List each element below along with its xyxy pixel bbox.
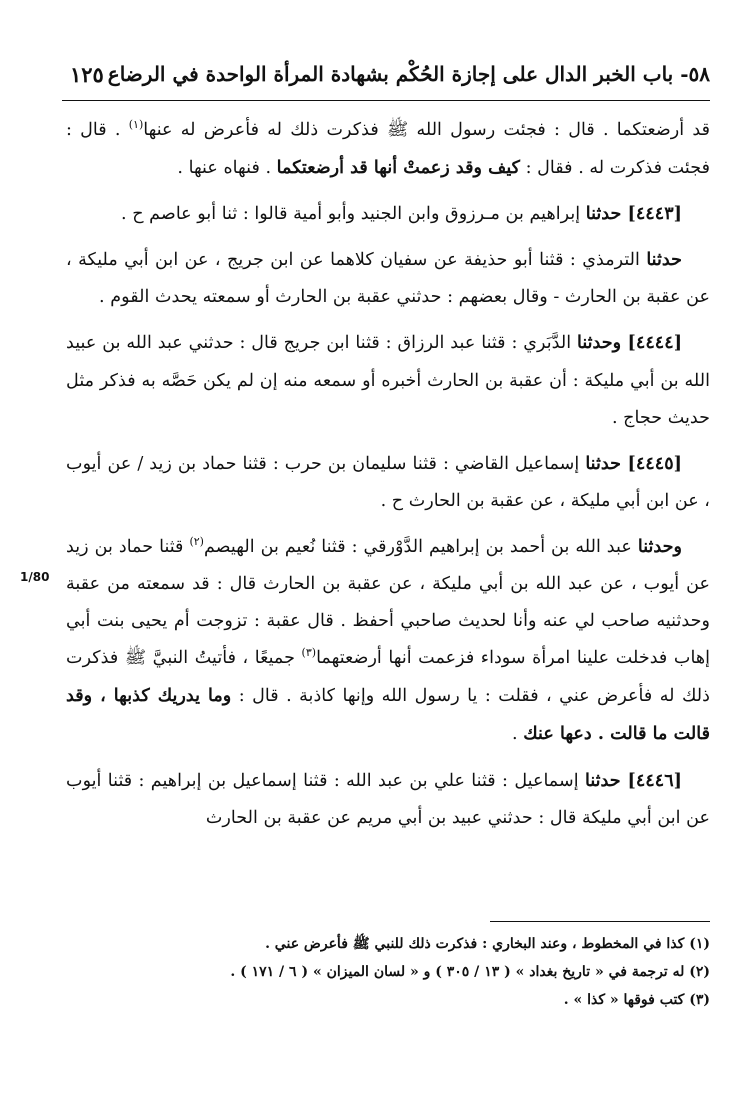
bold-text: وحدثنا bbox=[637, 535, 683, 557]
text-run: . فنهاه عنها . bbox=[177, 158, 277, 179]
paragraph bbox=[66, 195, 710, 233]
bold-text: [٤٤٤٤] وحدثنا bbox=[576, 332, 683, 354]
paragraph bbox=[66, 324, 710, 436]
text-run: الترمذي : قثنا أبو حذيفة عن سفيان كلاهما عن ابن جريج ، عن ابن أبي مليكة ، عن عقبة بن الحارث - وقال بعضهم : حدثني عقبة بن الحارث أو سمعته يحدث القوم . bbox=[66, 250, 710, 308]
text-run: إسماعيل : قثنا علي بن عبد الله : قثنا إسماعيل بن إبراهيم : قثنا أيوب عن ابن أبي مليكة قال : حدثني عبيد بن أبي مريم عن عقبة بن الحارث bbox=[66, 770, 710, 828]
header-divider bbox=[62, 100, 710, 101]
paragraph bbox=[66, 241, 710, 316]
bold-text: وما يدريك كذبها ، وقد قالت ما قالت . دعها عنك bbox=[66, 685, 710, 745]
footnote: (١) كذا في المخطوط ، وعند البخاري : فذكرت ذلك للنبي ﷺ فأعرض عني . bbox=[265, 936, 710, 952]
footnote-marker: (٢) bbox=[189, 535, 204, 549]
bold-text: حدثنا bbox=[646, 249, 682, 271]
text-run: إبراهيم بن مـرزوق وابن الجنيد وأبو أمية قالوا : ثنا أبو عاصم ح . bbox=[121, 204, 586, 225]
footnote-marker: (٣) bbox=[301, 646, 317, 660]
page-header bbox=[62, 58, 710, 94]
paragraph bbox=[66, 762, 710, 837]
text-run: عبد الله بن أحمد بن إبراهيم الدَّوْرقي : قثنا نُعيم بن الهيصم bbox=[203, 536, 638, 557]
bold-text: [٤٤٤٥] حدثنا bbox=[585, 452, 682, 474]
chapter-title: ٥٨- باب الخبر الدال على إجازة الحُكْم بشهادة المرأة الواحدة في الرضاع bbox=[107, 62, 710, 86]
bold-text: كيف وقد زعمتْ أنها قد أرضعتكما bbox=[276, 157, 521, 179]
paragraph bbox=[66, 445, 710, 520]
bold-text: [٤٤٤٦] حدثنا bbox=[584, 769, 682, 791]
text-run: قد أرضعتكما . قال : فجئت رسول الله ﷺ فذكرت ذلك له فأعرض له عنها bbox=[143, 120, 711, 140]
text-run: . قال : فجئت فذكرت له . فقال : bbox=[66, 120, 710, 179]
bold-text: [٤٤٤٣] حدثنا bbox=[585, 203, 682, 225]
footnote: (٣) كتب فوقها « كذا » . bbox=[563, 992, 710, 1008]
text-run: قثنا حماد بن زيد عن أيوب ، عن عبد الله بن أبي مليكة ، عن عقبة بن الحارث قال : قد سمعته من عقبة وحدثنيه صاحب لي عنه وأنا لحديث صاحبي أحفظ . قال عقبة : تزوجت أم يحيى بنت أبي إهاب فدخلت علينا امرأة سوداء فزعمت أنها أرضعتهما bbox=[66, 536, 710, 669]
text-run: جميعًا ، فأتيتُ النبيَّ ﷺ فذكرت ذلك له فأعرض عني ، فقلت : يا رسول الله وإنها كاذبة . قال : bbox=[66, 648, 710, 707]
page-number: ١٢٥ bbox=[70, 62, 104, 87]
paragraph bbox=[66, 112, 710, 187]
footnote: (٢) له ترجمة في « تاريخ بغداد » ( ١٣ / ٣٠٥ ) و « لسان الميزان » ( ٦ / ١٧١ ) . bbox=[230, 964, 710, 980]
main-text bbox=[66, 112, 710, 837]
text-run: . bbox=[512, 724, 524, 745]
manuscript-folio-note: 1/80 bbox=[20, 570, 50, 584]
paragraph bbox=[66, 528, 710, 754]
footnote-marker: (١) bbox=[128, 118, 144, 132]
text-run: إسماعيل القاضي : قثنا سليمان بن حرب : قثنا حماد بن زيد / عن أيوب ، عن ابن أبي مليكة ، عن عقبة بن الحارث ح . bbox=[66, 453, 710, 511]
footnotes bbox=[66, 930, 710, 1014]
text-run: الدَّبَري : قثنا عبد الرزاق : قثنا ابن جريج قال : حدثني عبد الله بن عبيد الله بن أبي مليكة : أن عقبة بن الحارث أخبره أو سمعه منه إن لم يكن حَصَّه به فذكر مثل حديث حجاج . bbox=[66, 333, 710, 428]
footnote-divider bbox=[490, 921, 710, 922]
